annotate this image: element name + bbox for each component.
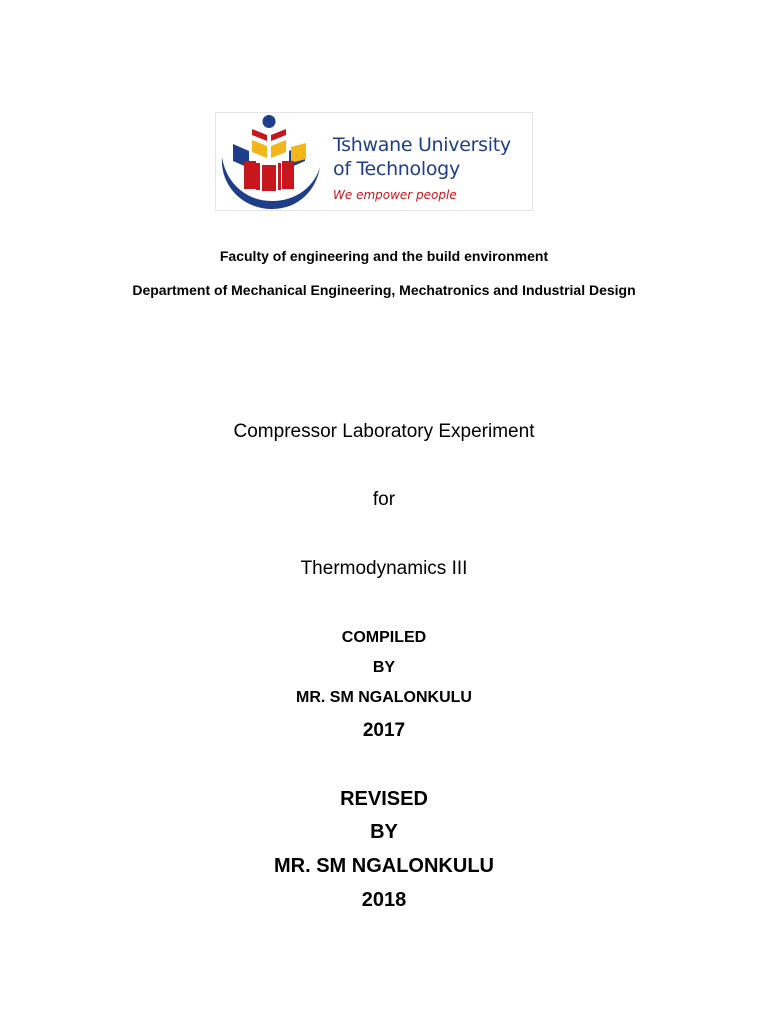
department-heading: Department of Mechanical Engineering, Mechatronics and Industrial Design [132,282,636,298]
university-name [333,133,511,181]
university-name-line1: Tshwane University [333,134,511,156]
revised-by-label: BY [370,821,398,843]
compiled-year: 2017 [362,720,406,741]
revised-author: MR. SM NGALONKULU [274,855,494,877]
university-name-line2: of Technology [333,158,460,180]
university-logo [215,112,533,211]
for-text: for [372,489,396,510]
compiled-author: MR. SM NGALONKULU [296,689,472,706]
experiment-title: Compressor Laboratory Experiment [233,421,535,442]
faculty-heading: Faculty of engineering and the build environment [219,248,549,264]
course-title: Thermodynamics III [300,558,468,579]
university-emblem-icon [216,113,328,212]
revised-year: 2018 [361,889,407,911]
revised-label: REVISED [340,788,428,810]
compiled-label: COMPILED [341,629,427,646]
compiled-by-label: BY [372,659,396,676]
university-tagline: We empower people [333,188,457,202]
